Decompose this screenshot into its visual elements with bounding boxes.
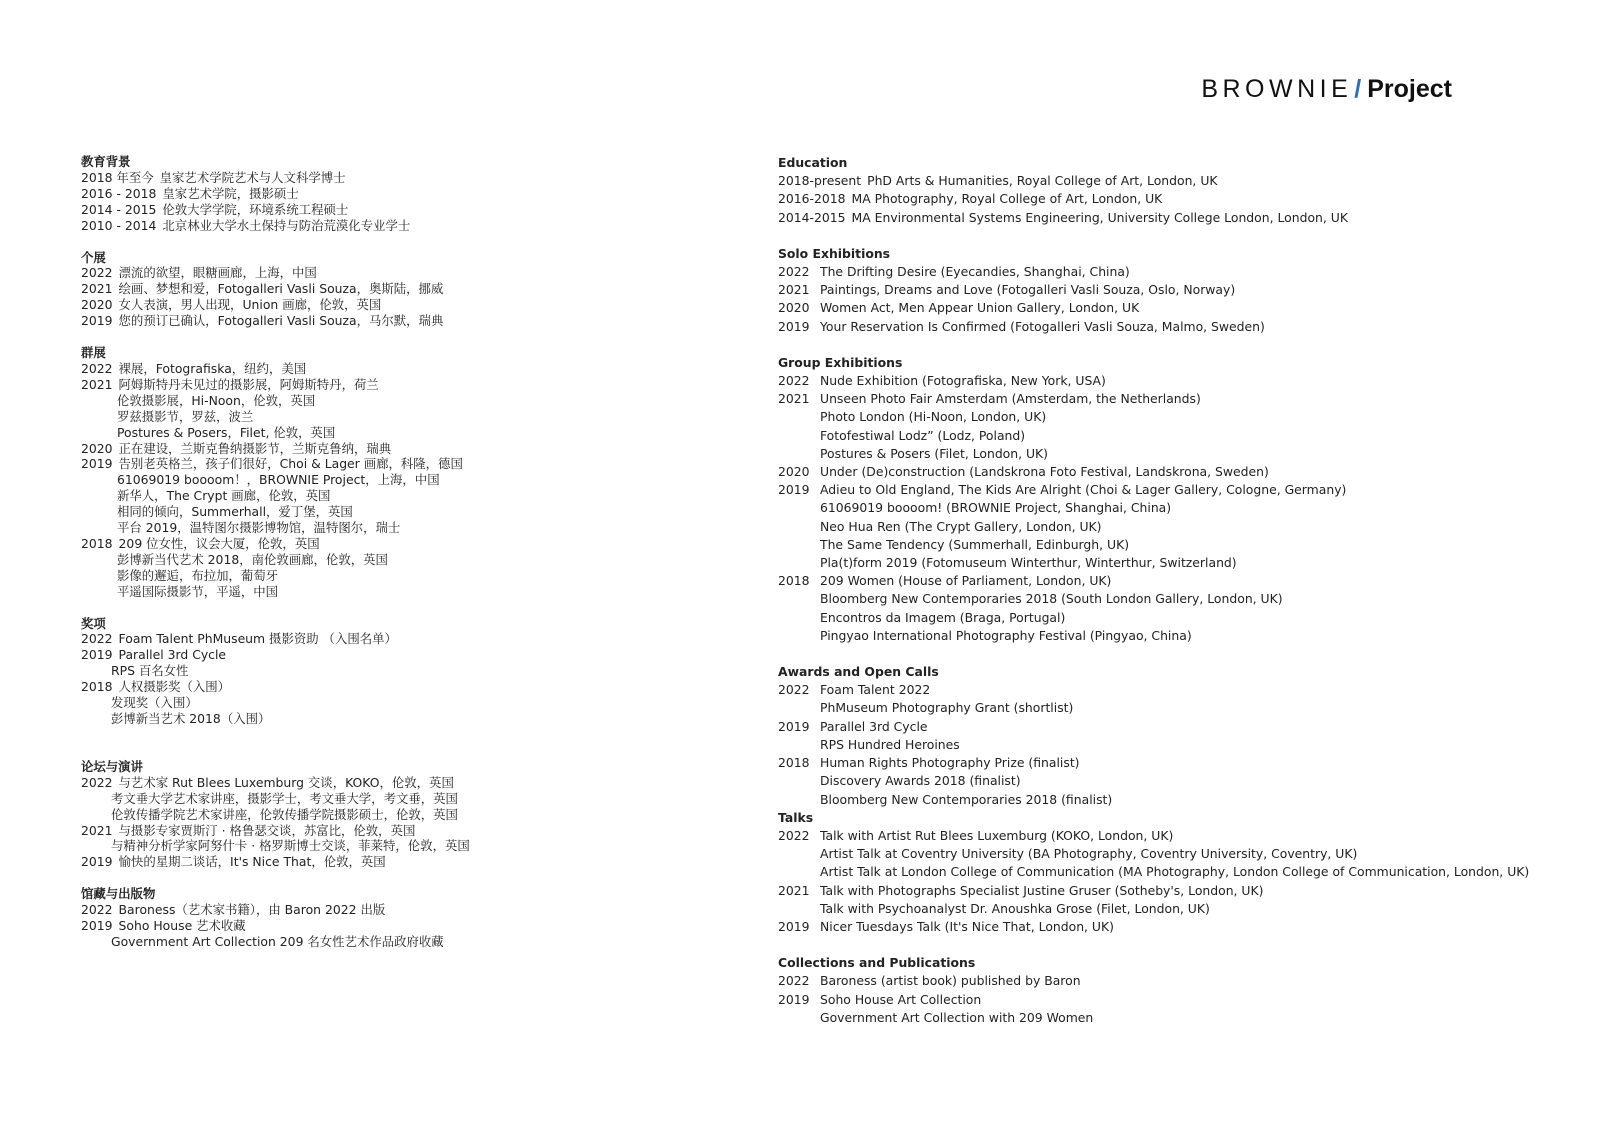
cv-entry [778,427,1538,445]
entry-text: Encontros da Imagem (Braga, Portugal) [820,609,1066,625]
entry-text: The Drifting Desire (Eyecandies, Shanghai, China) [820,264,1130,280]
entry-text: Bloomberg New Contemporaries 2018 (finalist) [820,791,1113,807]
cv-entry [81,663,701,679]
entry-year: 2022 [778,827,810,843]
cv-entry [81,568,701,584]
entry-text: 影像的邂逅，布拉加，葡萄牙 [117,567,279,583]
entry-year: 2022 [81,265,113,281]
cv-entry [778,772,1538,790]
cv-entry [778,627,1538,645]
entry-text: 罗兹摄影节，罗兹，波兰 [117,408,254,424]
cv-entry [81,838,701,854]
entry-text: 伦敦摄影展，Hi-Noon，伦敦，英国 [117,392,316,408]
cv-entry [81,377,701,393]
section-heading: 个展 [81,249,106,265]
entry-text: RPS Hundred Heroines [820,736,960,752]
entry-year: 2018 [81,679,113,695]
cv-section [81,250,701,330]
entry-year: 2019 [81,313,113,329]
entry-text: 女人表演，男人出现，Union 画廊，伦敦，英国 [118,297,382,313]
logo-slash: / [1354,75,1362,103]
cv-entry [81,265,701,281]
cv-entry [81,472,701,488]
entry-year: 2022 [778,973,810,989]
cv-entry [81,202,701,218]
cv-entry [81,918,701,934]
entry-text: Foam Talent PhMuseum 摄影资助 （入围名单） [118,631,397,647]
cv-entry [778,609,1538,627]
entry-text: PhD Arts & Humanities, Royal College of Art, London, UK [867,173,1218,189]
entry-year: 2020 [81,440,113,456]
entry-year: 2019 [778,482,810,498]
cv-entry [81,393,701,409]
cv-entry [778,882,1538,900]
section-heading: 教育背景 [81,154,131,169]
entry-text: Soho House 艺术收藏 [118,918,246,934]
cv-section [778,954,1538,1027]
entry-text: Soho House Art Collection [820,991,982,1007]
cv-entry [778,408,1538,426]
cv-entry [81,313,701,329]
entry-text: 伦敦大学学院，环境系统工程硕士 [162,201,349,217]
entry-text: Baroness（艺术家书籍），由 Baron 2022 出版 [118,902,386,918]
entry-year: 2020 [81,297,113,313]
cv-entry [81,297,701,313]
cv-entry [778,572,1538,590]
cv-entry [778,699,1538,717]
entry-text: 裸展，Fotografiska，纽约，美国 [118,360,307,376]
cv-entry [778,681,1538,699]
cv-column-english [778,154,1538,1045]
entry-text: 伦敦传播学院艺术家讲座，伦敦传播学院摄影硕士，伦敦，英国 [111,806,458,822]
entry-text: Postures & Posers，Filet, 伦敦，英国 [117,424,336,440]
entry-text: Pingyao International Photography Festival (Pingyao, China) [820,627,1192,643]
cv-entry [778,972,1538,990]
entry-text: 61069019 boooom! (BROWNIE Project, Shanghai, China) [820,500,1172,516]
entry-text: Baroness (artist book) published by Baron [820,973,1081,989]
entry-text: 绘画、梦想和爱，Fotogalleri Vasli Souza，奥斯陆，挪威 [118,281,444,297]
entry-text: 彭博新当艺术 2018（入围） [111,711,271,726]
entry-text: Discovery Awards 2018 (finalist) [820,773,1021,789]
cv-entry [778,263,1538,281]
entry-year: 2010 - 2014 [81,217,157,233]
entry-text: Your Reservation Is Confirmed (Fotogalleri Vasli Souza, Malmo, Sweden) [820,318,1265,334]
entry-text: 209 位女性，议会大厦，伦敦，英国 [118,535,320,551]
section-heading: Education [778,155,848,170]
entry-year: 2021 [81,376,113,392]
entry-text: Human Rights Photography Prize (finalist) [820,755,1080,771]
cv-entry [81,695,701,711]
entry-year: 2022 [778,264,810,280]
entry-year: 2018 [81,535,113,551]
entry-text: 平遥国际摄影节，平遥，中国 [117,583,279,599]
cv-entry [81,456,701,472]
entry-year: 2014-2015 [778,209,846,225]
entry-year: 2022 [81,631,113,647]
cv-entry [81,854,701,870]
entry-text: Artist Talk at Coventry University (BA Photography, Coventry University, Coventry, UK) [820,846,1358,862]
cv-entry [778,318,1538,336]
entry-text: Talk with Artist Rut Blees Luxemburg (KOKO, London, UK) [820,827,1174,843]
entry-text: Government Art Collection with 209 Women [820,1009,1094,1025]
cv-entry [778,845,1538,863]
entry-text: Women Act, Men Appear Union Gallery, London, UK [820,300,1140,316]
entry-year: 2016 - 2018 [81,185,157,201]
cv-entry [778,499,1538,517]
entry-text: Fotofestiwal Lodz” (Lodz, Poland) [820,427,1026,443]
entry-year: 2020 [778,464,810,480]
entry-text: Photo London (Hi-Noon, London, UK) [820,409,1047,425]
entry-text: Nicer Tuesdays Talk (It's Nice That, London, UK) [820,918,1114,934]
brownie-project-logo [1201,74,1452,104]
cv-section [778,245,1538,336]
entry-text: Paintings, Dreams and Love (Fotogalleri Vasli Souza, Oslo, Norway) [820,282,1236,298]
entry-year: 2021 [778,282,810,298]
cv-section [778,663,1538,809]
entry-text: Postures & Posers (Filet, London, UK) [820,445,1049,461]
cv-entry [778,190,1538,208]
section-heading: Talks [778,809,814,825]
entry-year: 2022 [81,774,113,790]
entry-text: 考文垂大学艺术家讲座，摄影学士，考文垂大学，考文垂，英国 [111,790,458,806]
entry-text: 皇家艺术学院，摄影硕士 [162,185,299,201]
cv-entry [778,463,1538,481]
entry-text: Pla(t)form 2019 (Fotomuseum Winterthur, Winterthur, Switzerland) [820,555,1237,571]
cv-entry [81,218,701,234]
cv-entry [778,299,1538,317]
entry-text: Artist Talk at London College of Communication (MA Photography, London College of Communication, London, UK) [820,864,1530,880]
entry-text: Unseen Photo Fair Amsterdam (Amsterdam, the Netherlands) [820,391,1201,407]
cv-entry [778,718,1538,736]
cv-entry [778,900,1538,918]
entry-text: MA Photography, Royal College of Art, London, UK [851,191,1163,207]
section-heading: Collections and Publications [778,955,976,971]
cv-section [81,759,701,870]
cv-section [778,154,1538,227]
entry-text: 61069019 boooom！，BROWNIE Project，上海，中国 [117,472,440,488]
cv-entry [81,361,701,377]
entry-text: 您的预订已确认，Fotogalleri Vasli Souza，马尔默，瑞典 [118,313,444,329]
cv-entry [81,520,701,536]
entry-year: 2020 [778,300,810,316]
section-heading: 群展 [81,345,106,361]
entry-text: Under (De)construction (Landskrona Foto Festival, Landskrona, Sweden) [820,464,1269,480]
entry-text: Adieu to Old England, The Kids Are Alright (Choi & Lager Gallery, Cologne, Germany) [820,482,1347,498]
entry-text: Foam Talent 2022 [820,682,931,698]
entry-text: 209 Women (House of Parliament, London, UK) [820,573,1112,589]
cv-entry [81,536,701,552]
cv-entry [778,554,1538,572]
cv-entry [81,902,701,918]
cv-entry [81,631,701,647]
entry-text: Nude Exhibition (Fotografiska, New York, USA) [820,373,1106,389]
entry-year: 2021 [778,882,810,898]
cv-entry [81,552,701,568]
entry-year: 2018 [778,573,810,589]
cv-entry [778,209,1538,227]
entry-text: Government Art Collection 209 名女性艺术作品政府收藏 [111,933,444,949]
entry-text: 正在建设，兰斯克鲁纳摄影节，兰斯克鲁纳，瑞典 [118,440,392,456]
section-heading: 论坛与演讲 [81,758,143,774]
cv-entry [81,775,701,791]
cv-entry [778,863,1538,881]
cv-entry [778,445,1538,463]
cv-section [81,616,701,727]
entry-text: Parallel 3rd Cycle [820,718,928,734]
cv-entry [778,172,1538,190]
cv-section [81,345,701,600]
entry-year: 2022 [778,682,810,698]
cv-entry [778,791,1538,809]
entry-text: Parallel 3rd Cycle [118,647,227,663]
cv-entry [81,679,701,695]
entry-text: 与精神分析学家阿努什卡 · 格罗斯博士交谈，菲莱特，伦敦，英国 [111,838,470,854]
entry-text: MA Environmental Systems Engineering, University College London, London, UK [851,209,1348,225]
cv-entry [81,791,701,807]
entry-text: 漂流的欲望，眼糖画廊，上海，中国 [118,265,317,281]
cv-entry [81,807,701,823]
entry-year: 2018 [778,755,810,771]
entry-text: 与摄影专家贾斯汀 · 格鲁瑟交谈，苏富比，伦敦，英国 [118,822,416,838]
cv-entry [81,281,701,297]
cv-entry [81,409,701,425]
entry-year: 2019 [81,854,113,870]
entry-year: 2019 [81,456,113,472]
cv-entry [778,481,1538,499]
entry-year: 2019 [778,991,810,1007]
section-heading: Solo Exhibitions [778,245,891,261]
entry-text: PhMuseum Photography Grant (shortlist) [820,700,1074,716]
entry-year: 2016-2018 [778,191,846,207]
entry-year: 2019 [778,918,810,934]
entry-text: RPS 百名女性 [111,663,189,679]
cv-entry [81,441,701,457]
cv-entry [778,827,1538,845]
entry-year: 2019 [778,318,810,334]
cv-entry [81,823,701,839]
entry-text: 北京林业大学水土保持与防治荒漠化专业学士 [162,217,411,233]
entry-year: 2021 [778,391,810,407]
entry-year: 2022 [81,902,113,918]
entry-text: 愉快的星期二谈话，It's Nice That，伦敦，英国 [118,854,386,870]
cv-entry [778,518,1538,536]
entry-text: 平台 2019，温特图尔摄影博物馆，温特图尔，瑞士 [117,520,401,536]
entry-year: 2022 [778,373,810,389]
entry-text: 彭博新当代艺术 2018，南伦敦画廊，伦敦，英国 [117,551,388,567]
cv-section [778,354,1538,645]
logo-project: Project [1367,75,1452,103]
cv-entry [778,590,1538,608]
cv-entry [81,711,701,727]
cv-entry [778,754,1538,772]
section-heading: Group Exhibitions [778,354,903,370]
entry-text: Talk with Photographs Specialist Justine Gruser (Sotheby's, London, UK) [820,882,1264,898]
cv-entry [81,584,701,600]
cv-entry [778,390,1538,408]
cv-entry [778,991,1538,1009]
entry-year: 2018 年至今 [81,169,154,185]
cv-entry [778,281,1538,299]
entry-year: 2022 [81,360,113,376]
section-heading: 馆藏与出版物 [81,886,156,902]
cv-entry [81,647,701,663]
entry-year: 2021 [81,822,113,838]
section-heading: 奖项 [81,615,106,631]
cv-entry [778,736,1538,754]
cv-entry [81,170,701,186]
entry-text: 新华人，The Crypt 画廊，伦敦，英国 [117,488,331,504]
entry-text: 阿姆斯特丹未见过的摄影展，阿姆斯特丹，荷兰 [118,376,379,392]
entry-text: Neo Hua Ren (The Crypt Gallery, London, UK) [820,518,1102,534]
entry-year: 2021 [81,281,113,297]
entry-year: 2019 [81,647,113,663]
entry-text: 告别老英格兰，孩子们很好，Choi & Lager 画廊，科隆，德国 [118,456,463,472]
entry-text: Talk with Psychoanalyst Dr. Anoushka Grose (Filet, London, UK) [820,900,1210,916]
entry-year: 2018-present [778,173,862,189]
cv-section [778,809,1538,936]
entry-year: 2019 [778,718,810,734]
entry-text: 与艺术家 Rut Blees Luxemburg 交谈，KOKO，伦敦，英国 [118,774,454,790]
entry-text: 人权摄影奖（入围） [118,679,231,695]
cv-entry [81,488,701,504]
entry-year: 2014 - 2015 [81,201,157,217]
cv-entry [81,425,701,441]
cv-section [81,154,701,234]
entry-year: 2019 [81,918,113,934]
cv-section [81,886,701,950]
cv-entry [778,918,1538,936]
cv-entry [778,372,1538,390]
entry-text: 发现奖（入围） [111,695,198,711]
section-heading: Awards and Open Calls [778,664,939,680]
cv-entry [778,1009,1538,1027]
cv-column-chinese [81,154,701,966]
logo-brand: BROWNIE [1201,75,1353,103]
entry-text: The Same Tendency (Summerhall, Edinburgh, UK) [820,536,1130,552]
entry-text: 相同的倾向，Summerhall，爱丁堡，英国 [117,504,353,520]
entry-text: Bloomberg New Contemporaries 2018 (South London Gallery, London, UK) [820,591,1283,607]
cv-entry [81,186,701,202]
cv-entry [81,504,701,520]
entry-text: 皇家艺术学院艺术与人文科学博士 [159,169,346,185]
cv-entry [778,536,1538,554]
cv-entry [81,934,701,950]
